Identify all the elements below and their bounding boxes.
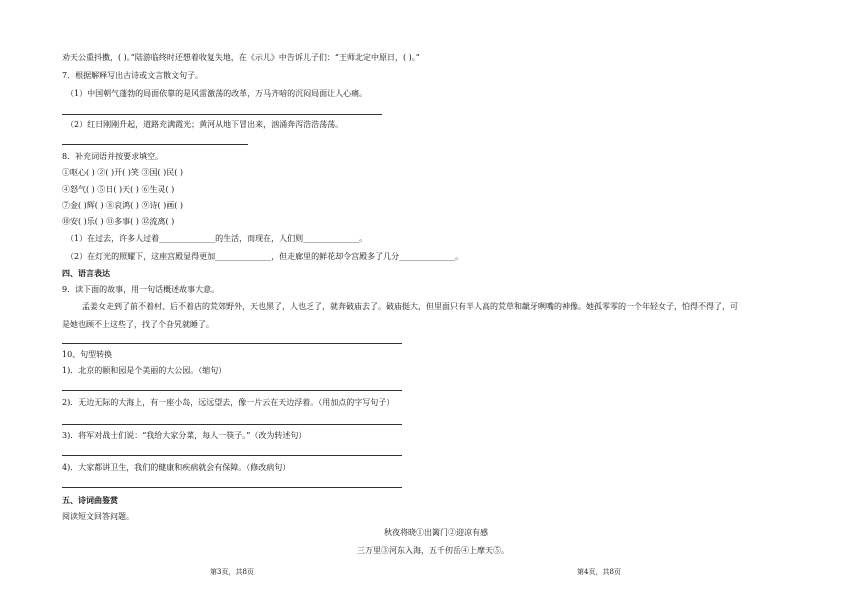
answer-line [62, 114, 382, 115]
q10-item-4: 4)．大家都讲卫生，我们的健康和疾病就会有保障。（修改病句） [62, 463, 291, 472]
story-line-2: 是她也顾不上这些了，找了个旮旯就睡了。 [62, 320, 214, 329]
page-number-left: 第3页，共8页 [210, 568, 254, 576]
poem-title: 秋夜将晓①出篱门②迎凉有感 [384, 528, 488, 537]
question-10: 10、句型转换 [62, 350, 113, 359]
idiom-row-1: ①呕心( ) ②( )开( )笑 ③国( )民( ) [62, 168, 184, 177]
answer-line [62, 144, 248, 145]
answer-line [62, 424, 402, 425]
question-8: 8．补充词语并按要求填空。 [62, 152, 164, 161]
q10-item-2: 2)．无边无际的大海上，有一座小岛，远远望去，像一片云在天边浮着。（用加点的字写句子） [62, 398, 395, 407]
answer-line [62, 455, 402, 456]
q8-fill-2: （2）在灯光的照耀下，这座宫殿显得更加______________，但走廊里的鲜花却令宫殿多了几分______________。 [66, 252, 464, 261]
q7-part-2: （2）红日刚刚升起，道路充满霞光；黄河从地下冒出来，汹涌奔泻浩浩荡荡。 [66, 120, 344, 129]
question-9: 9．读下面的故事，用一句话概述故事大意。 [62, 285, 220, 294]
line-1: 劝天公重抖擞，( )。”陆游临终时还想着收复失地，在《示儿》中告诉儿子们：“王师北定中原日，( )。” [62, 53, 420, 62]
question-7: 7．根据解释写出古诗或文言散文句子。 [62, 71, 204, 80]
q7-part-1: （1）中国朝气蓬勃的局面依靠的是风雷激荡的改革，万马齐喑的沉闷局面让人心痛。 [66, 89, 368, 98]
answer-line [62, 487, 402, 488]
idiom-row-3: ⑦金( )辉( ) ⑧哀鸿( ) ⑨诗( )画( ) [62, 201, 184, 210]
q10-item-3: 3)．将军对战士们说：“我给大家分菜，每人一筷子。”（改为转述句） [62, 431, 307, 440]
idiom-row-2: ④怒气( ) ⑤日( )天( ) ⑥生灵( ) [62, 185, 175, 194]
page-number-right: 第4页，共8页 [577, 568, 621, 576]
poem-line: 三万里③河东入海，五千仞岳④上摩天⑤。 [357, 546, 509, 555]
answer-line [62, 390, 402, 391]
q10-item-1: 1)．北京的颐和园是个美丽的大公园。（缩句） [62, 366, 227, 375]
q8-fill-1: （1）在过去，许多人过着______________的生活，而现在，人们则______________。 [66, 234, 368, 243]
reading-instruction: 阅读短文回答问题。 [62, 512, 134, 521]
story-line-1: 孟姜女走到了前不着村、后不着店的荒郊野外，天也黑了，人也乏了，就奔破庙去了。破庙挺大，但里面只有半人高的荒草和龇牙咧嘴的神像。她孤零零的一个年轻女子，怕得不得了，可 [82, 302, 738, 311]
section-heading-4: 四、语言表达 [62, 268, 110, 278]
section-heading-5: 五、诗词曲鉴赏 [62, 495, 118, 505]
idiom-row-4: ⑩安( )乐( ) ⑪多事( ) ⑫流离( ) [62, 217, 175, 226]
answer-line [62, 343, 402, 344]
